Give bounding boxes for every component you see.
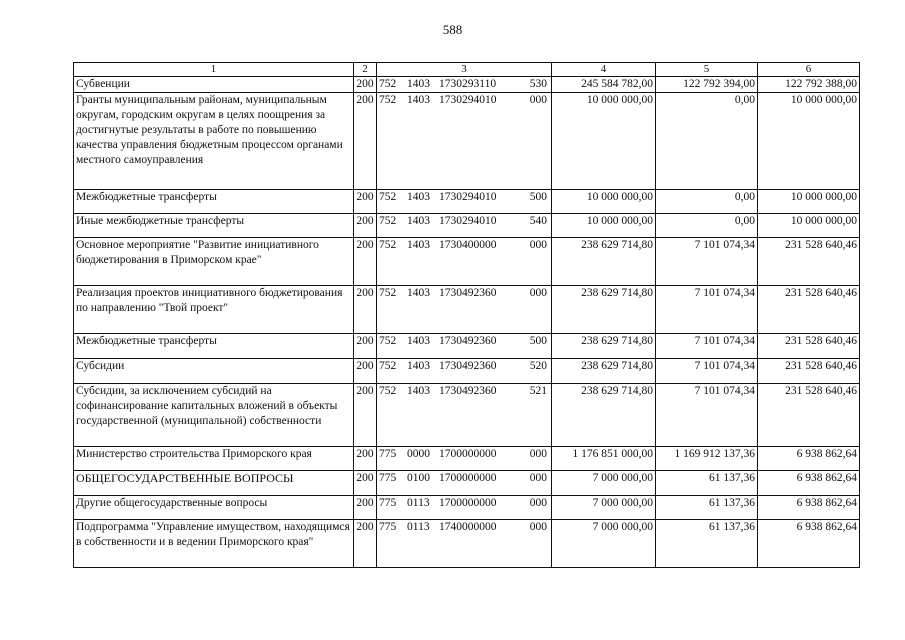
amount-col4: 10 000 000,00: [552, 190, 656, 214]
section-code: 0100: [407, 472, 430, 484]
row-classification: [377, 520, 552, 568]
amount-col6: 231 528 640,46: [758, 359, 860, 384]
ved-code: 752: [379, 385, 397, 397]
amount-col6: 231 528 640,46: [758, 384, 860, 447]
section-code: 1403: [407, 385, 430, 397]
row-code: 200: [354, 238, 377, 286]
row-name: Другие общегосударственные вопросы: [74, 496, 354, 520]
section-code: 1403: [407, 94, 430, 106]
expense-type-code: 530: [529, 78, 547, 90]
section-code: 1403: [407, 215, 430, 227]
ved-code: 752: [379, 94, 397, 106]
expense-type-code: 000: [529, 239, 547, 251]
row-code: 200: [354, 447, 377, 471]
row-name: Иные межбюджетные трансферты: [74, 214, 354, 238]
ved-code: 775: [379, 472, 397, 484]
column-number: 4: [552, 63, 656, 77]
amount-col4: 1 176 851 000,00: [552, 447, 656, 471]
ved-code: 752: [379, 78, 397, 90]
table-row: [74, 359, 860, 384]
amount-col6: 231 528 640,46: [758, 286, 860, 334]
table-row: [74, 471, 860, 496]
row-classification: [377, 77, 552, 93]
table-row: [74, 286, 860, 334]
row-code: 200: [354, 496, 377, 520]
amount-col6: 231 528 640,46: [758, 238, 860, 286]
row-code: 200: [354, 359, 377, 384]
amount-col6: 10 000 000,00: [758, 190, 860, 214]
amount-col4: 238 629 714,80: [552, 238, 656, 286]
row-name: Межбюджетные трансферты: [74, 334, 354, 359]
amount-col4: 238 629 714,80: [552, 334, 656, 359]
amount-col6: 231 528 640,46: [758, 334, 860, 359]
row-name: ОБЩЕГОСУДАРСТВЕННЫЕ ВОПРОСЫ: [74, 471, 354, 496]
row-name: Субвенции: [74, 77, 354, 93]
budget-table: [73, 62, 860, 568]
row-name: Основное мероприятие "Развитие инициативного бюджетирования в Приморском крае": [74, 238, 354, 286]
row-name: Гранты муниципальным районам, муниципальным округам, городским округам в целях поощрения за достигнутые результаты в работе по повышению качества управления бюджетным процессом органами местного самоуправления: [74, 93, 354, 190]
row-code: 200: [354, 334, 377, 359]
row-classification: [377, 334, 552, 359]
section-code: 0113: [407, 497, 430, 509]
amount-col5: 122 792 394,00: [656, 77, 758, 93]
amount-col5: 0,00: [656, 214, 758, 238]
column-number: 3: [377, 63, 552, 77]
expense-type-code: 500: [529, 191, 547, 203]
table-row: [74, 447, 860, 471]
table-row: [74, 77, 860, 93]
target-article-code: 1700000000: [439, 448, 497, 460]
amount-col6: 6 938 862,64: [758, 447, 860, 471]
row-name: Межбюджетные трансферты: [74, 190, 354, 214]
amount-col4: 238 629 714,80: [552, 359, 656, 384]
section-code: 0000: [407, 448, 430, 460]
target-article-code: 1730400000: [439, 239, 497, 251]
row-classification: [377, 471, 552, 496]
table-row: [74, 93, 860, 190]
expense-type-code: 000: [529, 287, 547, 299]
amount-col5: 61 137,36: [656, 520, 758, 568]
expense-type-code: 540: [529, 215, 547, 227]
amount-col4: 10 000 000,00: [552, 214, 656, 238]
row-name: Подпрограмма "Управление имуществом, находящимся в собственности и в ведении Приморского края": [74, 520, 354, 568]
amount-col4: 7 000 000,00: [552, 496, 656, 520]
row-classification: [377, 447, 552, 471]
section-code: 1403: [407, 287, 430, 299]
amount-col5: 61 137,36: [656, 496, 758, 520]
table-row: [74, 384, 860, 447]
page-number: 588: [442, 22, 463, 37]
target-article-code: 1700000000: [439, 497, 497, 509]
ved-code: 752: [379, 215, 397, 227]
row-code: 200: [354, 93, 377, 190]
table-row: [74, 214, 860, 238]
row-classification: [377, 496, 552, 520]
amount-col4: 245 584 782,00: [552, 77, 656, 93]
row-name: Реализация проектов инициативного бюджетирования по направлению "Твой проект": [74, 286, 354, 334]
row-code: 200: [354, 214, 377, 238]
expense-type-code: 000: [529, 448, 547, 460]
target-article-code: 1730492360: [439, 385, 497, 397]
amount-col5: 61 137,36: [656, 471, 758, 496]
table-row: [74, 334, 860, 359]
target-article-code: 1730293110: [439, 78, 497, 90]
column-number: 2: [354, 63, 377, 77]
row-code: 200: [354, 384, 377, 447]
row-name: Субсидии, за исключением субсидий на софинансирование капитальных вложений в объекты государственной (муниципальной) собственности: [74, 384, 354, 447]
amount-col6: 10 000 000,00: [758, 93, 860, 190]
expense-type-code: 000: [529, 497, 547, 509]
amount-col4: 10 000 000,00: [552, 93, 656, 190]
row-code: 200: [354, 286, 377, 334]
ved-code: 752: [379, 287, 397, 299]
row-classification: [377, 190, 552, 214]
amount-col5: 0,00: [656, 93, 758, 190]
row-name: Министерство строительства Приморского края: [74, 447, 354, 471]
amount-col4: 7 000 000,00: [552, 520, 656, 568]
target-article-code: 1730294010: [439, 215, 497, 227]
target-article-code: 1730492360: [439, 360, 497, 372]
amount-col6: 122 792 388,00: [758, 77, 860, 93]
ved-code: 775: [379, 521, 397, 533]
target-article-code: 1730492360: [439, 335, 497, 347]
amount-col5: 1 169 912 137,36: [656, 447, 758, 471]
column-number-row: [74, 63, 860, 77]
amount-col5: 7 101 074,34: [656, 238, 758, 286]
expense-type-code: 520: [529, 360, 547, 372]
amount-col6: 6 938 862,64: [758, 520, 860, 568]
ved-code: 752: [379, 191, 397, 203]
ved-code: 752: [379, 239, 397, 251]
table-row: [74, 496, 860, 520]
column-number: 5: [656, 63, 758, 77]
section-code: 1403: [407, 335, 430, 347]
row-code: 200: [354, 190, 377, 214]
column-number: 6: [758, 63, 860, 77]
amount-col5: 7 101 074,34: [656, 334, 758, 359]
amount-col5: 7 101 074,34: [656, 384, 758, 447]
amount-col5: 7 101 074,34: [656, 286, 758, 334]
target-article-code: 1700000000: [439, 472, 497, 484]
amount-col6: 10 000 000,00: [758, 214, 860, 238]
target-article-code: 1740000000: [439, 521, 497, 533]
section-code: 1403: [407, 360, 430, 372]
ved-code: 775: [379, 497, 397, 509]
table-row: [74, 190, 860, 214]
expense-type-code: 000: [529, 521, 547, 533]
target-article-code: 1730294010: [439, 191, 497, 203]
amount-col5: 7 101 074,34: [656, 359, 758, 384]
section-code: 1403: [407, 191, 430, 203]
target-article-code: 1730492360: [439, 287, 497, 299]
ved-code: 775: [379, 448, 397, 460]
row-code: 200: [354, 471, 377, 496]
row-classification: [377, 93, 552, 190]
target-article-code: 1730294010: [439, 94, 497, 106]
row-classification: [377, 286, 552, 334]
ved-code: 752: [379, 360, 397, 372]
expense-type-code: 521: [529, 385, 547, 397]
ved-code: 752: [379, 335, 397, 347]
section-code: 1403: [407, 78, 430, 90]
row-name: Субсидии: [74, 359, 354, 384]
amount-col5: 0,00: [656, 190, 758, 214]
column-number: 1: [74, 63, 354, 77]
expense-type-code: 000: [529, 472, 547, 484]
row-classification: [377, 238, 552, 286]
row-classification: [377, 214, 552, 238]
row-code: 200: [354, 77, 377, 93]
amount-col4: 238 629 714,80: [552, 384, 656, 447]
expense-type-code: 000: [529, 94, 547, 106]
section-code: 0113: [407, 521, 430, 533]
table-row: [74, 520, 860, 568]
amount-col4: 238 629 714,80: [552, 286, 656, 334]
amount-col6: 6 938 862,64: [758, 496, 860, 520]
row-classification: [377, 359, 552, 384]
amount-col4: 7 000 000,00: [552, 471, 656, 496]
table-row: [74, 238, 860, 286]
amount-col6: 6 938 862,64: [758, 471, 860, 496]
expense-type-code: 500: [529, 335, 547, 347]
row-code: 200: [354, 520, 377, 568]
row-classification: [377, 384, 552, 447]
section-code: 1403: [407, 239, 430, 251]
